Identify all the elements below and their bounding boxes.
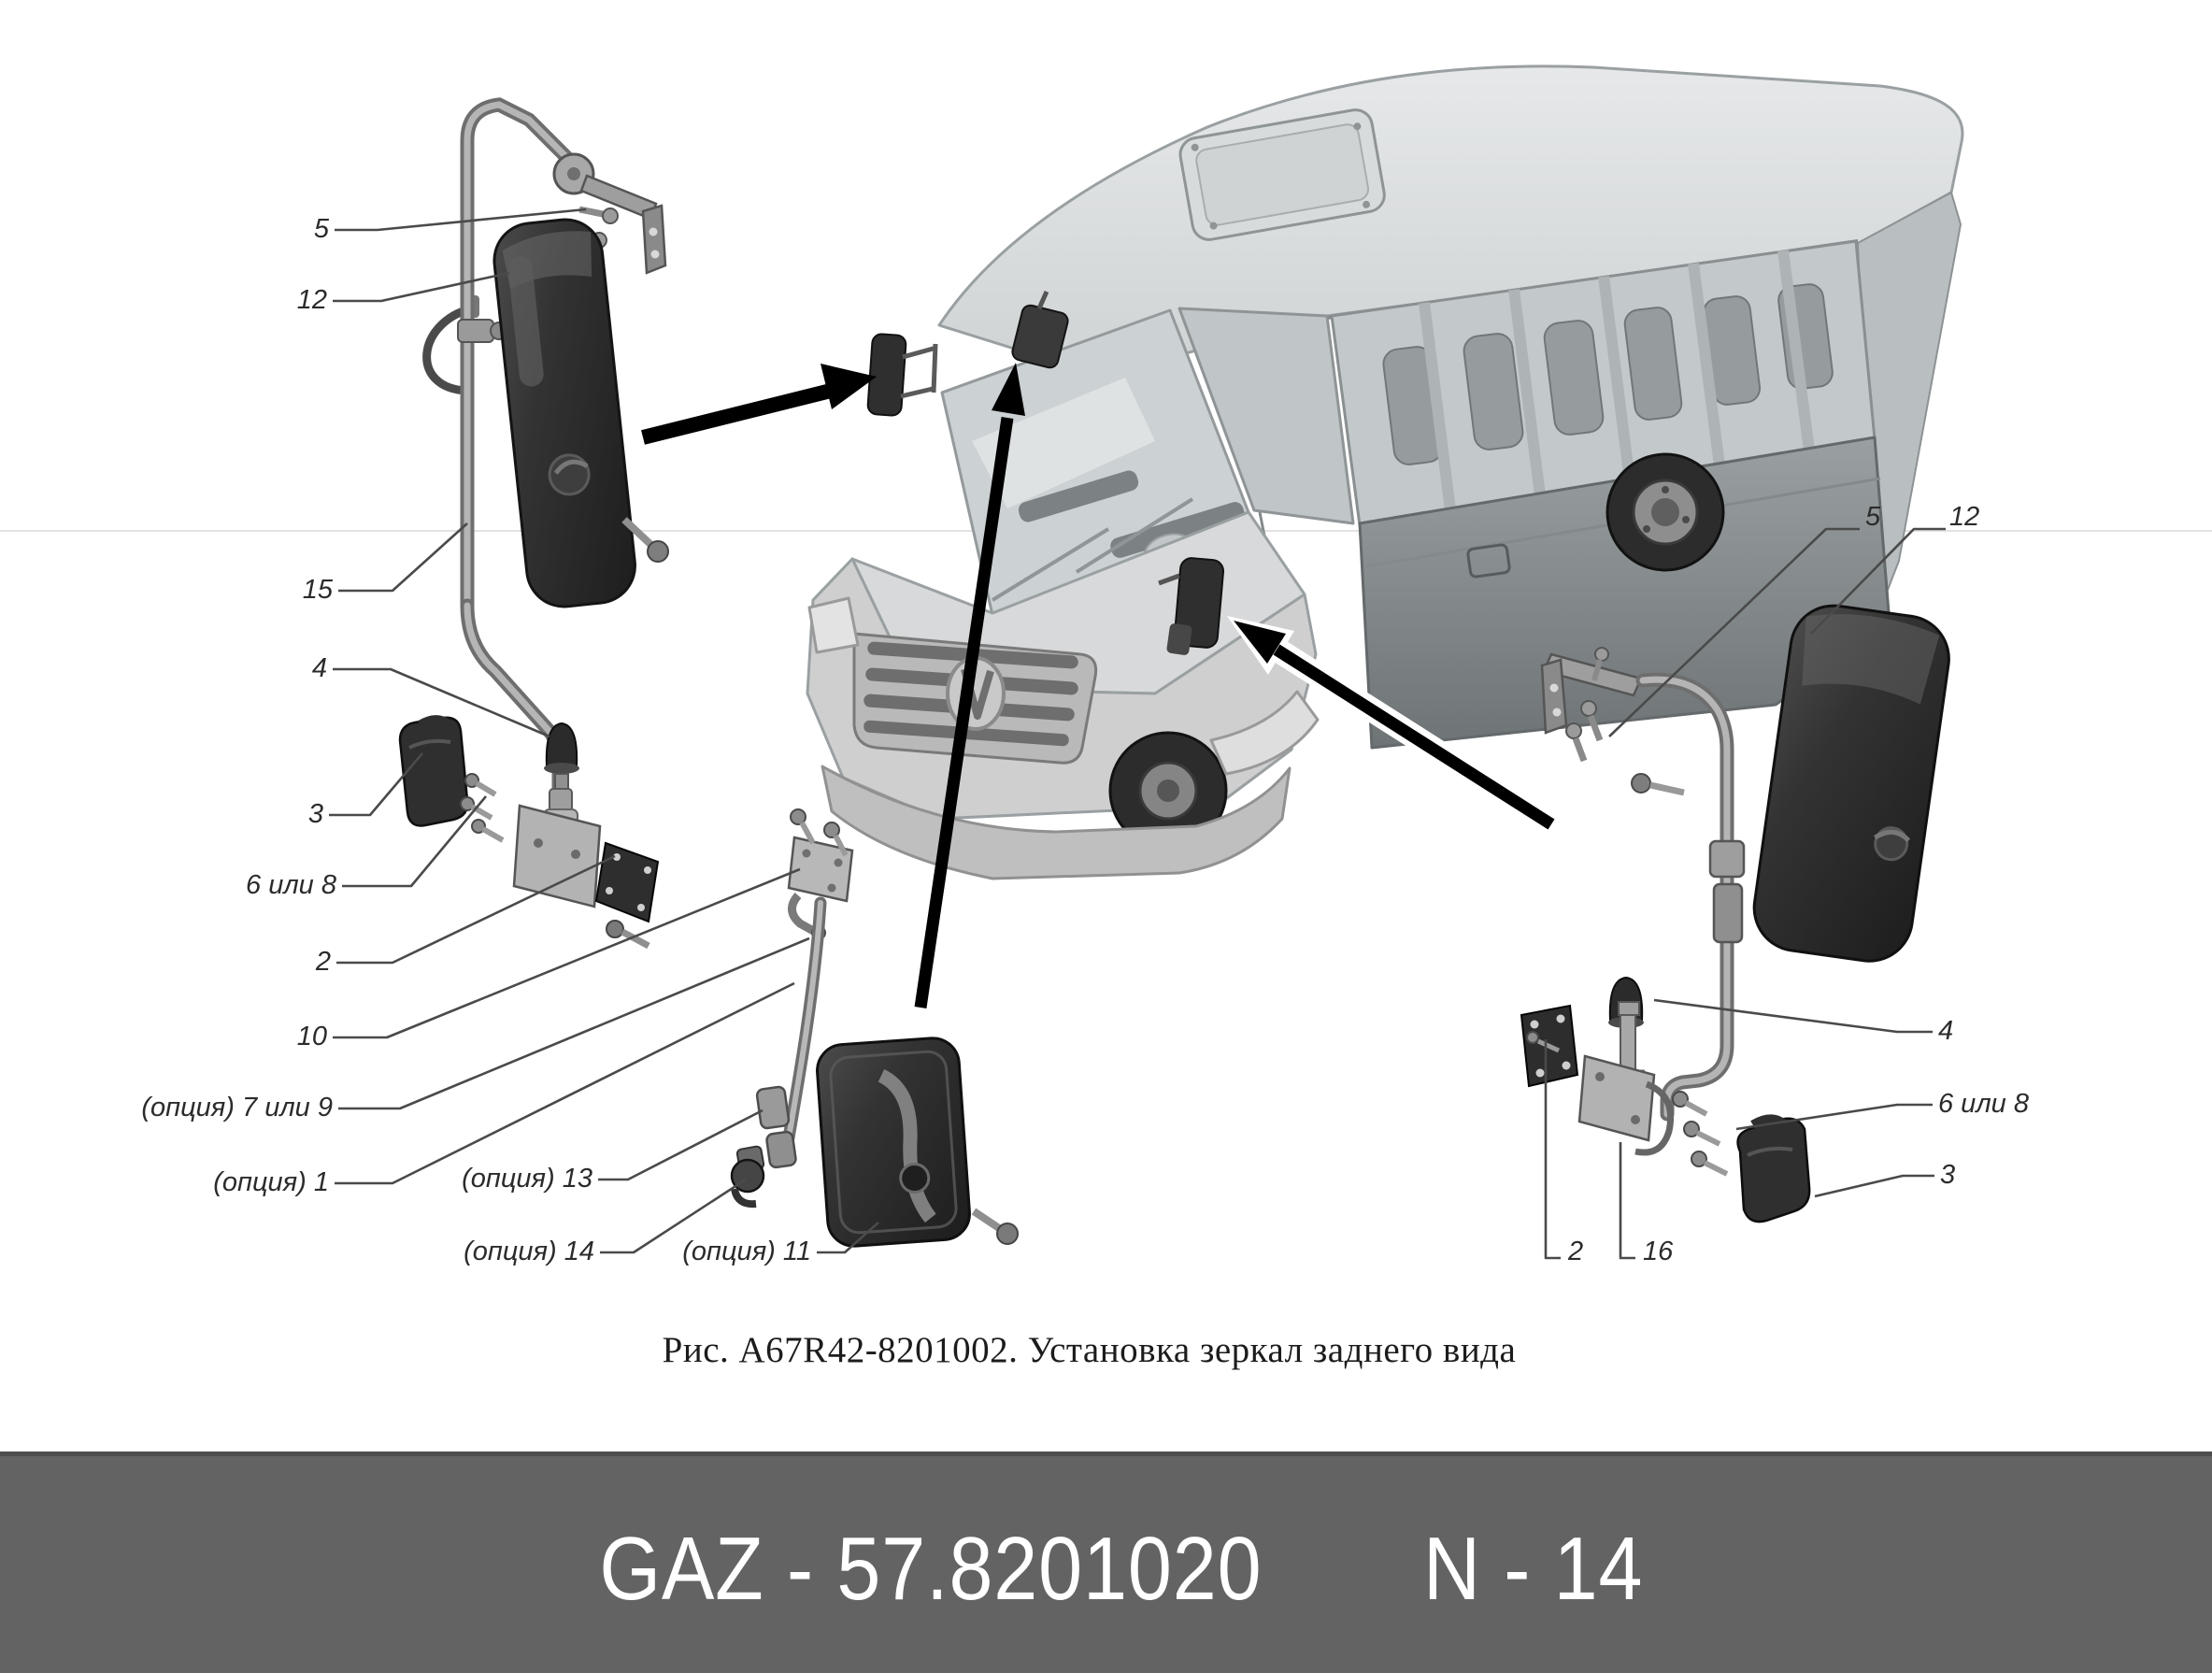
leader-right-4	[1654, 1000, 1933, 1032]
callout-right-16: 16	[1643, 1237, 1674, 1266]
footer-bar	[0, 1451, 2212, 1673]
pivot-assembly	[514, 789, 600, 907]
callout-right-2: 2	[1568, 1237, 1584, 1266]
rear-wheel	[1607, 454, 1723, 570]
callout-left-opt1: (опция) 1	[213, 1167, 329, 1197]
leader-left-15	[338, 523, 467, 591]
callout-left-opt11: (опция) 11	[682, 1237, 811, 1266]
callout-left-5: 5	[313, 214, 329, 244]
leader-right-16	[1620, 1142, 1635, 1258]
flange-hole	[651, 250, 660, 259]
rod-holder	[732, 1146, 764, 1204]
left-mirror-assembly	[400, 105, 668, 946]
leader-left-opt79	[338, 938, 809, 1108]
callout-left-2: 2	[315, 947, 331, 977]
flange-hole	[649, 228, 658, 236]
cover-screws	[461, 774, 503, 840]
callout-left-3: 3	[307, 799, 323, 829]
top-bracket-flange	[643, 206, 665, 273]
leader-left-opt1	[335, 983, 794, 1183]
hinge-pin	[567, 167, 580, 180]
main-mirror-housing	[491, 216, 638, 610]
callout-left-6or8: 6 или 8	[246, 870, 336, 900]
callout-right-12: 12	[1949, 502, 1980, 532]
wide-angle-mirror	[816, 1037, 972, 1248]
callout-right-5: 5	[1865, 502, 1881, 532]
callout-right-6or8: 6 или 8	[1938, 1089, 2029, 1119]
callout-left-15: 15	[302, 575, 333, 605]
corner-cover	[400, 718, 467, 826]
callout-right-3: 3	[1940, 1160, 1956, 1190]
right-gasket-plate	[1521, 1006, 1577, 1086]
leader-left-12	[333, 273, 509, 301]
headlight-left	[809, 598, 858, 652]
right-corner-cover	[1738, 1119, 1810, 1222]
arrow-to-pillar-mirror	[643, 364, 877, 437]
right-tube-screw	[1632, 774, 1684, 793]
right-tube-clamp	[1710, 841, 1744, 877]
callout-left-opt79: (опция) 7 или 9	[141, 1093, 333, 1122]
installed-pillar-mirror	[867, 334, 936, 416]
right-cover-screws	[1673, 1092, 1727, 1174]
callout-left-10: 10	[296, 1022, 327, 1051]
callout-left-opt14: (опция) 14	[464, 1237, 594, 1266]
right-pivot-bracket	[1579, 1002, 1671, 1152]
callout-right-4: 4	[1938, 1016, 1954, 1046]
callout-left-12: 12	[296, 285, 327, 315]
leader-right-3	[1815, 1176, 1934, 1196]
callout-left-opt13: (опция) 13	[462, 1164, 592, 1194]
footer-page-ref: N - 14	[1422, 1519, 1644, 1619]
callout-left-4: 4	[311, 653, 327, 683]
right-tube-sleeve	[1714, 884, 1742, 942]
gasket-plate	[596, 843, 658, 922]
footer-part-number: GAZ - 57.8201020	[599, 1519, 1263, 1619]
wide-angle-mirror-screw	[974, 1211, 1018, 1244]
figure-caption: Рис. А67R42-8201002. Установка зеркал заднего вида	[662, 1330, 1517, 1370]
tube-clamp	[458, 320, 493, 342]
